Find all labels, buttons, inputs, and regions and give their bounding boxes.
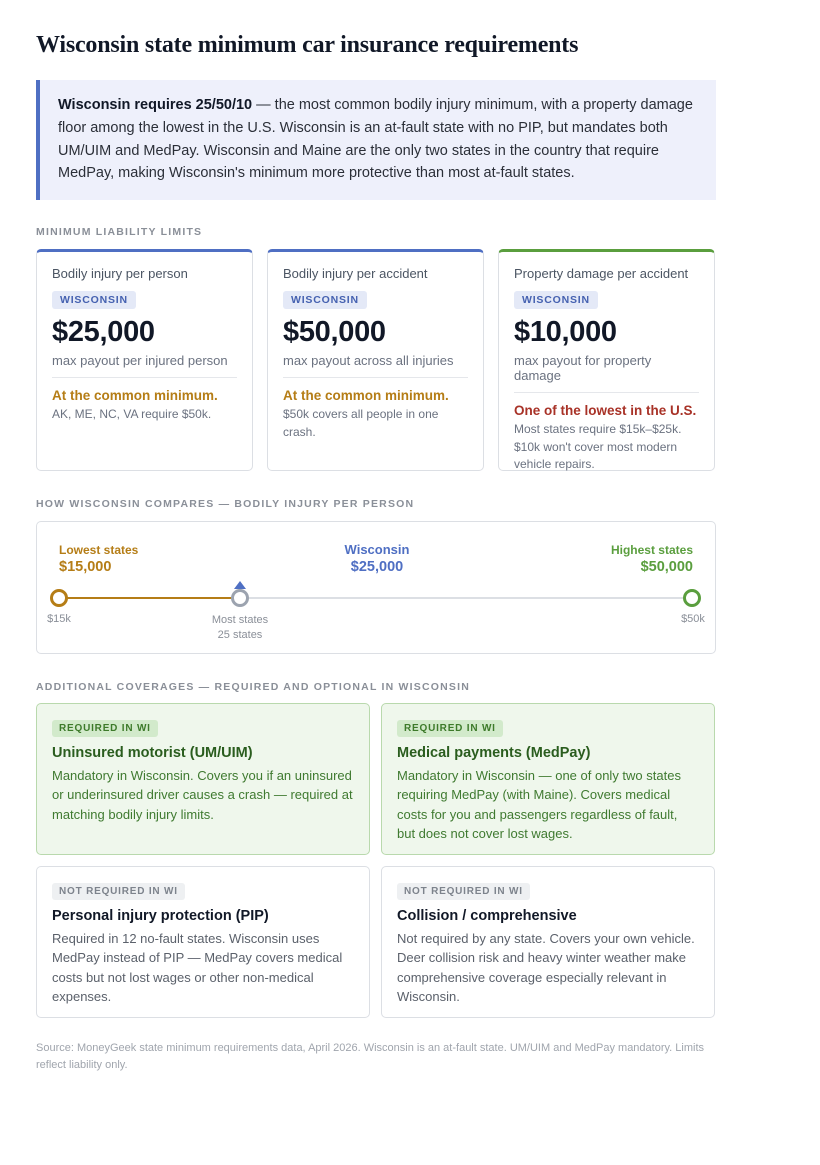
coverage-title: Personal injury protection (PIP) [52,908,269,924]
limit-description: max payout per injured person [52,353,237,378]
scale-track-fill [59,597,241,599]
coverage-card-medpay [381,703,715,855]
coverage-card-pip [36,866,370,1018]
coverage-title: Uninsured motorist (UM/UIM) [52,745,253,761]
limit-description: max payout for property damage [514,353,699,393]
limit-note: Most states require $15k–$25k. $10k won't cover most modern vehicle repairs. [514,422,682,471]
page-title: Wisconsin state minimum car insurance requirements [36,32,579,58]
highest-states-value: $50,000 [640,559,693,575]
coverage-text: Mandatory in Wisconsin. Covers you if an uninsured or underinsured driver causes a crash — required at matching bodily injury limits. [52,768,353,822]
mid-tick-line2: 25 states [217,629,263,641]
compare-section-label: HOW WISCONSIN COMPARES — BODILY INJURY PER PERSON [36,498,415,510]
limit-amount: $25,000 [52,316,155,348]
state-badge: WISCONSIN [283,291,367,309]
highest-states-label: Highest states [610,543,693,557]
limit-name: Property damage per accident [514,266,689,281]
limit-amount: $10,000 [514,316,617,348]
coverage-text: Not required by any state. Covers your own vehicle. Deer collision risk and heavy winter weather make comprehensive coverage especially relevant in Wisconsin. [397,931,695,1004]
coverage-section-label: ADDITIONAL COVERAGES — REQUIRED AND OPTIONAL IN WISCONSIN [36,681,470,693]
coverage-card-um-uim [36,703,370,855]
lowest-states-value: $15,000 [59,559,112,575]
limits-section-label: MINIMUM LIABILITY LIMITS [36,226,203,238]
max-tick-label: $50k [681,613,705,625]
limit-status: One of the lowest in the U.S. [514,403,697,418]
comparison-scale [36,521,716,654]
coverage-title: Medical payments (MedPay) [397,745,591,761]
coverage-badge: REQUIRED IN WI [52,720,158,737]
limit-name: Bodily injury per person [52,266,188,281]
source-note: Source: MoneyGeek state minimum requirements data, April 2026. Wisconsin is an at-fault state. UM/UIM and MedPay mandatory. Limits reflect liability only. [36,1042,705,1071]
wisconsin-label: Wisconsin [344,542,410,557]
callout-text: — the most common bodily injury minimum, with a property damage floor among the lowest in the U.S. Wisconsin is an at-fault state with no PIP, but mandates both UM/UIM and MedPay. Wisconsin and Maine are the only two states in the country that require MedPay, making Wisconsin's minimum more protective than most at-fault states. [58,97,693,182]
state-badge: WISCONSIN [52,291,136,309]
wisconsin-value: $25,000 [350,559,404,575]
summary-callout [36,80,716,200]
limit-card-bi-person [36,249,253,471]
limit-description: max payout across all injuries [283,353,468,378]
coverage-text: Mandatory in Wisconsin — one of only two states requiring MedPay (with Maine). Covers medical costs for you and passengers regardless of fault, but does not cover lost wages. [397,768,681,841]
highest-dot [683,589,701,607]
lowest-states-label: Lowest states [59,543,139,557]
limit-name: Bodily injury per accident [283,266,428,281]
limit-status: At the common minimum. [52,388,218,403]
coverage-text: Required in 12 no-fault states. Wisconsin uses MedPay instead of PIP — MedPay covers medical costs but not lost wages or other non-medical expenses. [52,931,343,1004]
wisconsin-marker-icon [234,581,246,589]
limit-card-bi-accident [267,249,484,471]
mid-tick-label [190,613,290,643]
coverage-card-collision [381,866,715,1018]
limit-note: $50k covers all people in one crash. [283,407,439,439]
callout-bold-text: Wisconsin requires 25/50/10 [58,97,253,113]
min-tick-label: $15k [47,613,71,625]
limit-amount: $50,000 [283,316,386,348]
limit-note: AK, ME, NC, VA require $50k. [52,407,212,421]
coverage-badge: NOT REQUIRED IN WI [52,883,185,900]
coverage-badge: REQUIRED IN WI [397,720,503,737]
state-badge: WISCONSIN [514,291,598,309]
limit-card-property-damage [498,249,715,471]
coverage-badge: NOT REQUIRED IN WI [397,883,530,900]
coverage-title: Collision / comprehensive [397,908,577,924]
limit-status: At the common minimum. [283,388,449,403]
most-states-dot [231,589,249,607]
mid-tick-line1: Most states [211,614,269,626]
lowest-dot [50,589,68,607]
